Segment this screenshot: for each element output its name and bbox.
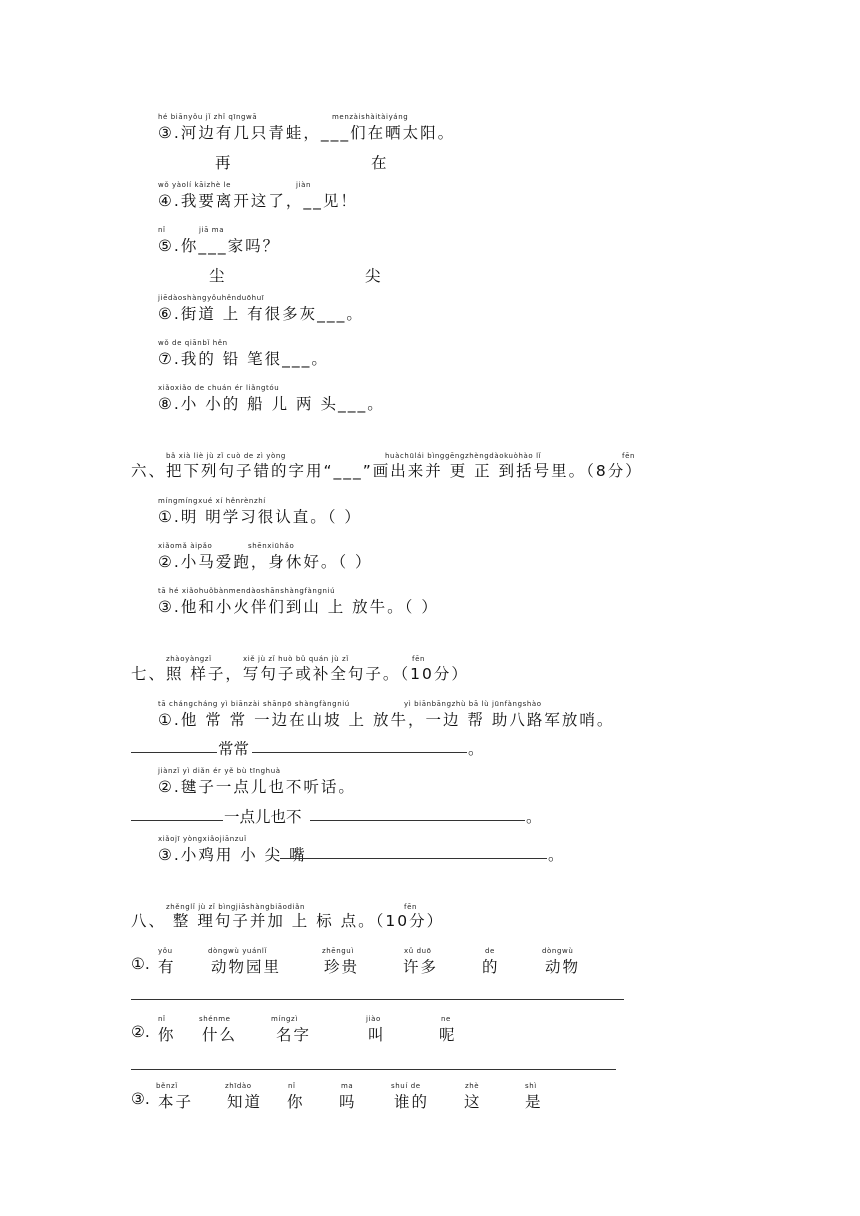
pinyin: xiǎoxiǎo de chuán ér liǎngtóu (158, 384, 280, 392)
question-3-fill-blank: ③.河边有几只青蛙，___们在晒太阳。 (158, 124, 456, 142)
word-card: 是 (525, 1093, 543, 1111)
period: 。 (548, 846, 564, 864)
pinyin: zhěnglǐ jù zǐ bìngjiāshàngbiāodiǎn (166, 903, 306, 911)
period: 。 (468, 740, 484, 758)
section-8-title: 八、 整 理句子并加 上 标 点。（10分） (131, 912, 445, 930)
choice-char-1: 再 (215, 154, 231, 172)
pinyin: jiā ma (199, 226, 225, 234)
word-card: 你 (158, 1026, 176, 1044)
pinyin: nǐ (158, 226, 166, 234)
pinyin: tā chángcháng yì biānzài shānpō shàngfàngniú (158, 700, 350, 708)
pinyin: xiě jù zǐ huò bǔ quán jù zǐ (243, 655, 349, 663)
answer-blank[interactable] (310, 820, 525, 821)
pinyin: xǔ duō (404, 947, 432, 955)
word-card: 吗 (339, 1093, 357, 1111)
pinyin: hé biānyǒu jǐ zhǐ qīngwā (158, 113, 258, 121)
word-card: 谁的 (394, 1093, 430, 1111)
word-card: 珍贵 (324, 958, 360, 976)
question-8-fill-blank: ⑧.小 小的 船 儿 两 头___。 (158, 395, 385, 413)
pinyin: jiàn (296, 181, 312, 189)
pinyin: shēnxiūhǎo (248, 542, 295, 550)
word-card: 动物园里 (211, 958, 282, 976)
pinyin: běnzǐ (156, 1082, 178, 1090)
period: 。 (526, 808, 542, 826)
word-card: 什么 (202, 1026, 238, 1044)
pinyin: zhàoyàngzǐ (166, 655, 212, 663)
word-card: 你 (287, 1093, 305, 1111)
pinyin: jiēdàoshàngyǒuhěnduōhuī (158, 294, 265, 302)
answer-blank[interactable] (252, 752, 467, 753)
choice-char-2: 尖 (365, 267, 381, 285)
pinyin: jiào (366, 1015, 381, 1023)
pinyin: fēn (622, 452, 636, 460)
pinyin: zhè (465, 1082, 480, 1090)
pinyin: yǒu (158, 947, 173, 955)
pinyin: zhēnguì (322, 947, 354, 955)
section-6-item-2: ②.小马爱跑，身休好。（ ） (158, 553, 373, 571)
word-card: 本子 (158, 1093, 194, 1111)
pinyin: huàchūlái bìnggēngzhèngdàokuòhào lǐ (385, 452, 542, 460)
pinyin: dòngwù yuánlǐ (208, 947, 267, 955)
section-6-title: 六、把下列句子错的字用“___”画出来并 更 正 到括号里。（8分） (131, 462, 643, 480)
section-6-item-1: ①.明 明学习很认直。（ ） (158, 508, 362, 526)
word-card: 呢 (439, 1026, 457, 1044)
section-7-example: ①.他 常 常 一边在山坡 上 放牛，一边 帮 助八路军放哨。 (158, 711, 615, 729)
item-number: ①. (131, 955, 150, 973)
word-card: 叫 (368, 1026, 386, 1044)
section-6-item-3: ③.他和小火伴们到山 上 放牛。（ ） (158, 598, 439, 616)
section-7-item-3: ③.小鸡用 小 尖 嘴 (158, 846, 307, 864)
pinyin: xiǎojī yòngxiǎojiānzuǐ (158, 835, 247, 843)
question-7-fill-blank: ⑦.我的 铅 笔很___。 (158, 350, 329, 368)
question-6-fill-blank: ⑥.街道 上 有很多灰___。 (158, 305, 364, 323)
pinyin: tā hé xiǎohuǒbànmendàoshānshàngfàngniú (158, 587, 336, 595)
question-4-fill-blank: ④.我要离开这了，__见！ (158, 192, 358, 210)
pinyin: míngzì (271, 1015, 298, 1023)
pinyin: nǐ (288, 1082, 296, 1090)
word-card: 知道 (227, 1093, 263, 1111)
question-5-fill-blank: ⑤.你___家吗？ (158, 237, 281, 255)
word-card: 动物 (545, 958, 581, 976)
word-card: 许多 (403, 958, 439, 976)
section-7-template-word: 常常 (218, 740, 250, 758)
choice-char-2: 在 (371, 154, 387, 172)
answer-line[interactable] (131, 999, 624, 1000)
word-card: 这 (464, 1093, 482, 1111)
pinyin: zhīdào (225, 1082, 252, 1090)
choice-char-1: 尘 (209, 267, 225, 285)
pinyin: dòngwù (542, 947, 574, 955)
pinyin: shì (525, 1082, 537, 1090)
item-number: ③. (131, 1090, 150, 1108)
section-7-item-2: ②.毽子一点儿也不听话。 (158, 778, 356, 796)
pinyin: ne (441, 1015, 451, 1023)
pinyin: wǒ yàolí kāizhè le (158, 181, 232, 189)
answer-blank[interactable] (131, 820, 223, 821)
pinyin: menzàishàitàiyáng (332, 113, 409, 121)
pinyin: míngmíngxué xí hěnrènzhí (158, 497, 266, 505)
pinyin: shuí de (391, 1082, 421, 1090)
answer-blank[interactable] (280, 858, 547, 859)
section-7-template-word: 一点儿也不 (224, 808, 302, 826)
word-card: 有 (158, 958, 176, 976)
word-card: 的 (482, 958, 500, 976)
pinyin: fēn (412, 655, 426, 663)
pinyin: xiǎomǎ àipǎo (158, 542, 213, 550)
pinyin: bǎ xià liè jù zǐ cuò de zì yòng (166, 452, 286, 460)
pinyin: nǐ (158, 1015, 166, 1023)
item-number: ②. (131, 1023, 150, 1041)
pinyin: yì biānbāngzhù bā lù jūnfàngshào (404, 700, 542, 708)
section-7-title: 七、照 样子，写句子或补全句子。（10分） (131, 665, 469, 683)
pinyin: jiànzǐ yì diǎn ér yě bù tīnghuà (158, 767, 281, 775)
pinyin: wǒ de qiānbǐ hěn (158, 339, 228, 347)
answer-blank[interactable] (131, 752, 217, 753)
answer-line[interactable] (131, 1069, 616, 1070)
pinyin: fēn (404, 903, 418, 911)
pinyin: de (485, 947, 495, 955)
pinyin: shénme (199, 1015, 231, 1023)
word-card: 名字 (276, 1026, 312, 1044)
pinyin: ma (341, 1082, 354, 1090)
